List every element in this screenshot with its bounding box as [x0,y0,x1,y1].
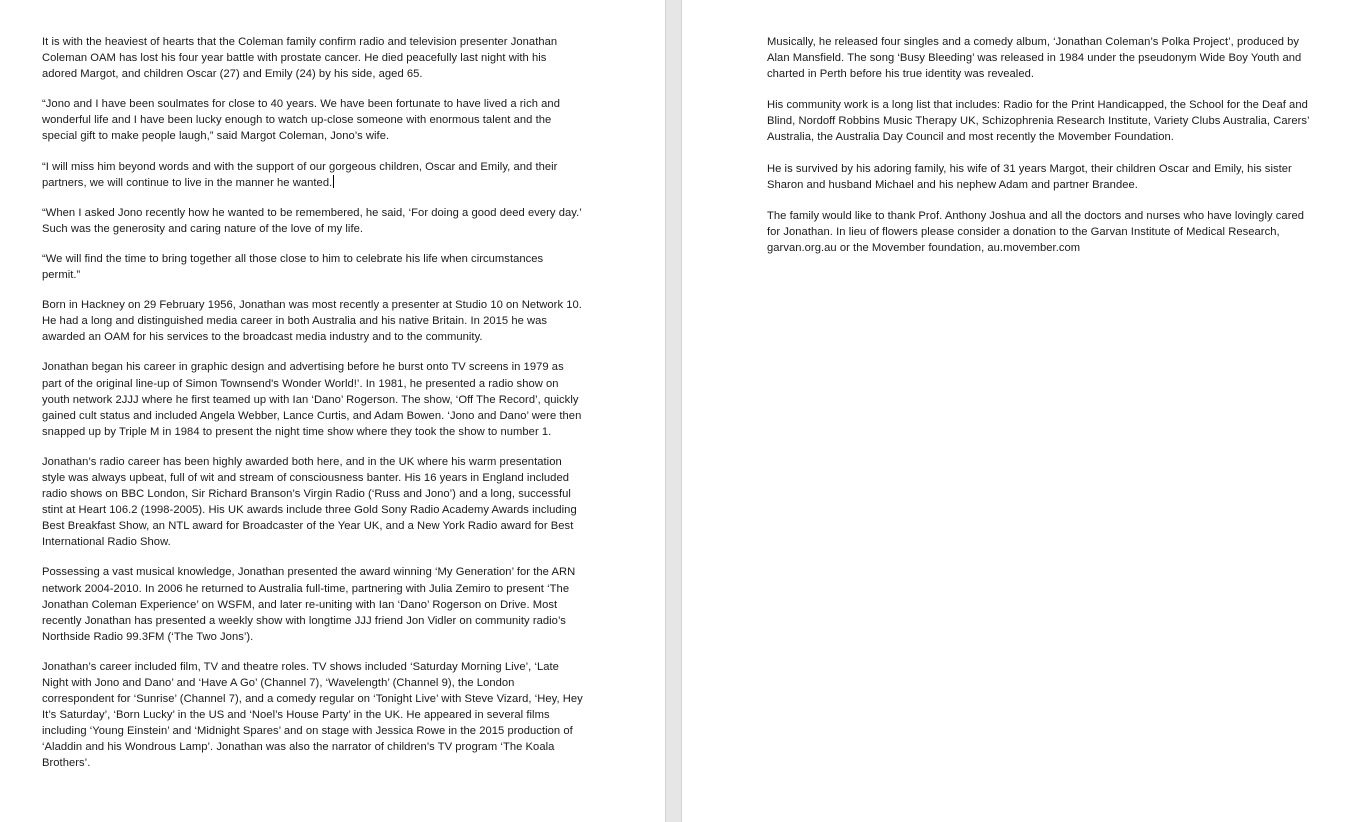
paragraph-5[interactable]: “We will find the time to bring together all those close to him to celebrate his life when circumstances permit.” [42,252,544,282]
paragraph-2[interactable]: “Jono and I have been soulmates for close to 40 years. We have been fortunate to have lived a rich and wonderful life and I have been lucky enough to watch up-close someone with enormous talent and the special gift to make people laugh,” said Margot Coleman, Jono’s wife. [42,98,560,143]
paragraph-4[interactable]: “When I asked Jono recently how he wanted to be remembered, he said, ‘For doing a good deed every day.’ Such was the generosity and caring nature of the love of my life. [42,206,582,235]
page-gutter [665,0,682,822]
paragraph-11[interactable]: Musically, he released four singles and a comedy album, ‘Jonathan Coleman’s Polka Project’, produced by Alan Mansfield. The song ‘Busy Bleeding’ was released in 1984 under the pseudonym Wide Boy Youth and charted in Perth before his true identity was revealed. [767,36,1302,81]
paragraph-14[interactable]: The family would like to thank Prof. Anthony Joshua and all the doctors and nurses who have lovingly cared for Jonathan. In lieu of flowers please consider a donation to the Garvan Institute of Medical Research, garvan.org.au or the Movember foundation, au.movember.com [767,209,1305,254]
paragraph-12[interactable]: His community work is a long list that includes: Radio for the Print Handicapped, the School for the Deaf and Blind, Nordoff Robbins Music Therapy UK, Schizophrenia Research Institute, Variety Clubs Australia, Carers’ Australia, the Australia Day Council and most recently the Movember Foundation. [767,99,1310,144]
paragraph-3[interactable] [42,159,583,191]
document-page-left[interactable] [0,0,665,822]
paragraph-7[interactable]: Jonathan began his career in graphic design and advertising before he burst onto TV screens in 1979 as part of the original line-up of Simon Townsend's Wonder World!’. In 1981, he presented a radio show on youth network 2JJJ where he first teamed up with Ian ‘Dano’ Rogerson. The show, ‘Off The Record’, quickly gained cult status and included Angela Webber, Lance Curtis, and Adam Bowen. ‘Jono and Dano’ were then snapped up by Triple M in 1984 to present the night time show where they took the show to number 1. [42,361,582,438]
paragraph-6[interactable]: Born in Hackney on 29 February 1956, Jonathan was most recently a presenter at Studio 10 on Network 10. He had a long and distinguished media career in both Australia and his native Britain. In 2015 he was awarded an OAM for his services to the broadcast media industry and to the community. [42,299,582,344]
document-page-right[interactable] [682,0,1349,822]
paragraph-8[interactable]: Jonathan’s radio career has been highly awarded both here, and in the UK where his warm presentation style was always upbeat, full of wit and stream of consciousness banter. His 16 years in England included radio shows on BBC London, Sir Richard Branson’s Virgin Radio (‘Russ and Jono’) and a long, successful stint at Heart 106.2 (1998-2005). His UK awards include three Gold Sony Radio Academy Awards including Best Breakfast Show, an NTL award for Broadcaster of the Year UK, and a New York Radio award for Best International Radio Show. [42,455,577,549]
paragraph-3-text[interactable]: “I will miss him beyond words and with the support of our gorgeous children, Oscar and Emily, and their partners, we will continue to live in the manner he wanted. [42,160,558,189]
paragraph-13[interactable]: He is survived by his adoring family, his wife of 31 years Margot, their children Oscar and Emily, his sister Sharon and husband Michael and his nephew Adam and partner Brandee. [767,162,1292,191]
paragraph-9[interactable]: Possessing a vast musical knowledge, Jonathan presented the award winning ‘My Generation’ for the ARN network 2004-2010. In 2006 he returned to Australia full-time, partnering with Julia Zemiro to present ‘The Jonathan Coleman Experience’ on WSFM, and later re-uniting with Ian ‘Dano’ Rogerson on Drive. Most recently Jonathan has presented a weekly show with longtime JJJ friend Jon Vidler on community radio’s Northside Radio 99.3FM (‘The Two Jons’). [42,566,576,643]
paragraph-10[interactable]: Jonathan’s career included film, TV and theatre roles. TV shows included ‘Saturday Morning Live’, ‘Late Night with Jono and Dano’ and ‘Have A Go’ (Channel 7), ‘Wavelength’ (Channel 9), the London correspondent for ‘Sunrise’ (Channel 7), and a comedy regular on ‘Tonight Live’ with Steve Vizard, ‘Hey, Hey It’s Saturday’, ‘Born Lucky’ in the US and ‘Noel’s House Party’ in the UK. He appeared in several films including ‘Young Einstein’ and ‘Midnight Spares’ and on stage with Jessica Rowe in the 2015 production of ‘Aladdin and his Wondrous Lamp’. Jonathan was also the narrator of children’s TV program ‘The Koala Brothers’. [42,660,583,770]
text-cursor [333,175,334,188]
paragraph-1[interactable]: It is with the heaviest of hearts that the Coleman family confirm radio and television presenter Jonathan Coleman OAM has lost his four year battle with prostate cancer. He died peacefully last night with his adored Margot, and children Oscar (27) and Emily (24) by his side, aged 65. [42,36,558,81]
